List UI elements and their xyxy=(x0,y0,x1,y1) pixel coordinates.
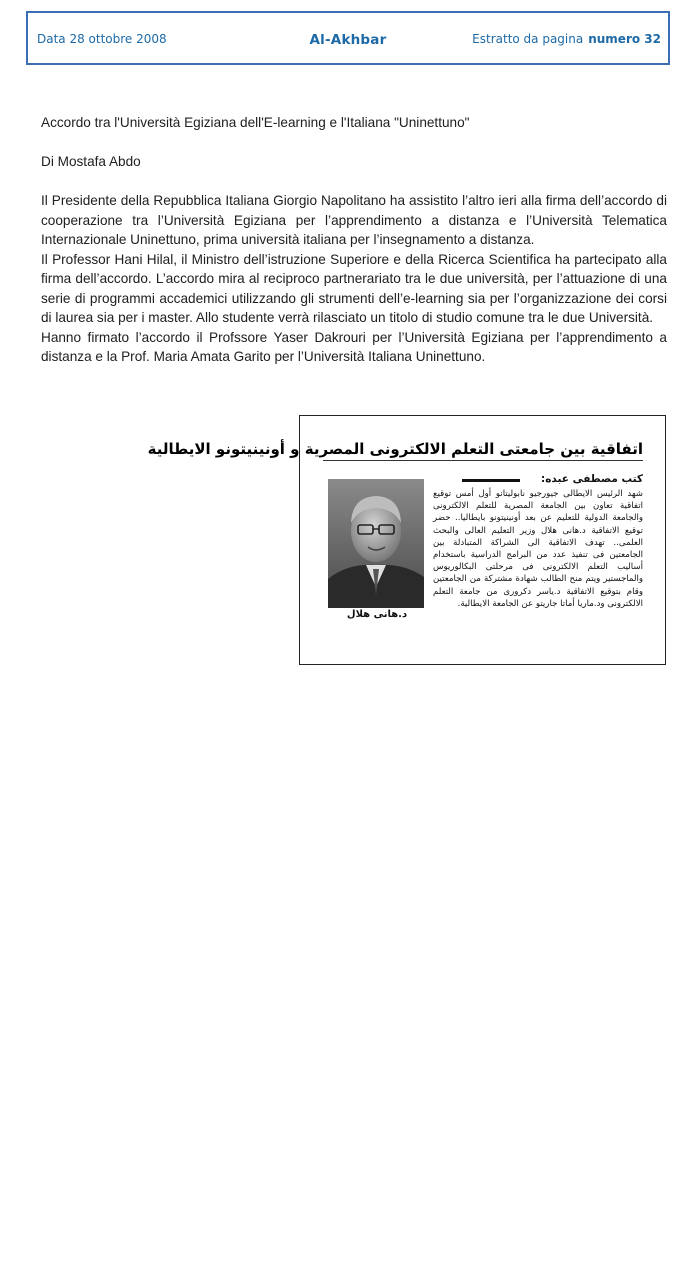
masthead-box xyxy=(26,11,670,65)
extract-label: Estratto da pagina xyxy=(472,32,584,46)
newspaper-clipping xyxy=(147,415,666,665)
clipping-headline: اتفاقية بين جامعتى التعلم الالكترونى المصرية و أونينيتونو الايطالية xyxy=(323,440,643,461)
clipping-body: شهد الرئيس الايطالى جيورجيو نابوليتانو أول أمس توقيع اتفاقية تعاون بين الجامعة المصرية للتعلم الالكترونى والجامعة الدولية للتعليم عن بعد أونينيتونو بايطاليا.. حضر توقيع الاتفاقية د.هانى هلال وزير التعليم العالى والبحث العلمى.. تهدف الاتفاقية الى الشراكة المتبادلة بين الجامعتين فى تنفيذ عدد من البرامج الدراسية باستخدام أساليب التعلم الالكترونى فى مرحلتى البكالوريوس والماجستير ويتم منح الطالب شهادة مشتركة من الجامعتين وقام بتوقيع الاتفاقية د.ياسر دكرورى من جامعة التعلم الالكترونى ود.ماريا أماتا جاريتو عن الجامعة الايطالية. xyxy=(433,489,643,609)
portrait-icon xyxy=(328,479,424,608)
page-extract xyxy=(472,32,661,46)
article-title: Accordo tra l'Università Egiziana dell'E-learning e l'Italiana "Uninettuno" xyxy=(41,115,470,130)
article-paragraph: Il Professor Hani Hilal, il Ministro dell’istruzione Superiore e della Ricerca Scientifica ha partecipato alla firma dell’accordo. L’accordo mira al reciproco partnerariato tra le due università, per l’attuazione di una serie di programmi accademici utilizzando gli strumenti dell’e-learning sia per l’organizzazione dei corsi di laurea sia per i master. Allo studente verrà rilasciato un titolo di studio comune tra le due Università. xyxy=(41,251,667,325)
article-translation xyxy=(41,113,667,367)
clipping-byline: كتب مصطفى عبده: xyxy=(541,473,643,485)
newspaper-name: Al-Akhbar xyxy=(309,32,387,48)
article-paragraph: Il Presidente della Repubblica Italiana Giorgio Napolitano ha assistito l’altro ieri alla firma dell’accordo di cooperazione tra l’Università Egiziana per l’apprendimento a distanza e l’Università Telematica Internazionale Uninettuno, prima università italiana per l’insegnamento a distanza. xyxy=(41,193,667,247)
publication-date: Data 28 ottobre 2008 xyxy=(37,32,167,46)
article-paragraph: Hanno firmato l’accordo il Profssore Yaser Dakrouri per l’Università Egiziana per l’apprendimento a distanza e la Prof. Maria Amata Garito per l’Università Italiana Uninettuno. xyxy=(41,329,667,364)
article-byline: Di Mostafa Abdo xyxy=(41,154,141,169)
page-number: numero 32 xyxy=(588,32,661,46)
portrait-photo xyxy=(328,479,424,608)
byline-rule xyxy=(462,479,520,482)
photo-caption: د.هانى هلال xyxy=(346,609,408,620)
